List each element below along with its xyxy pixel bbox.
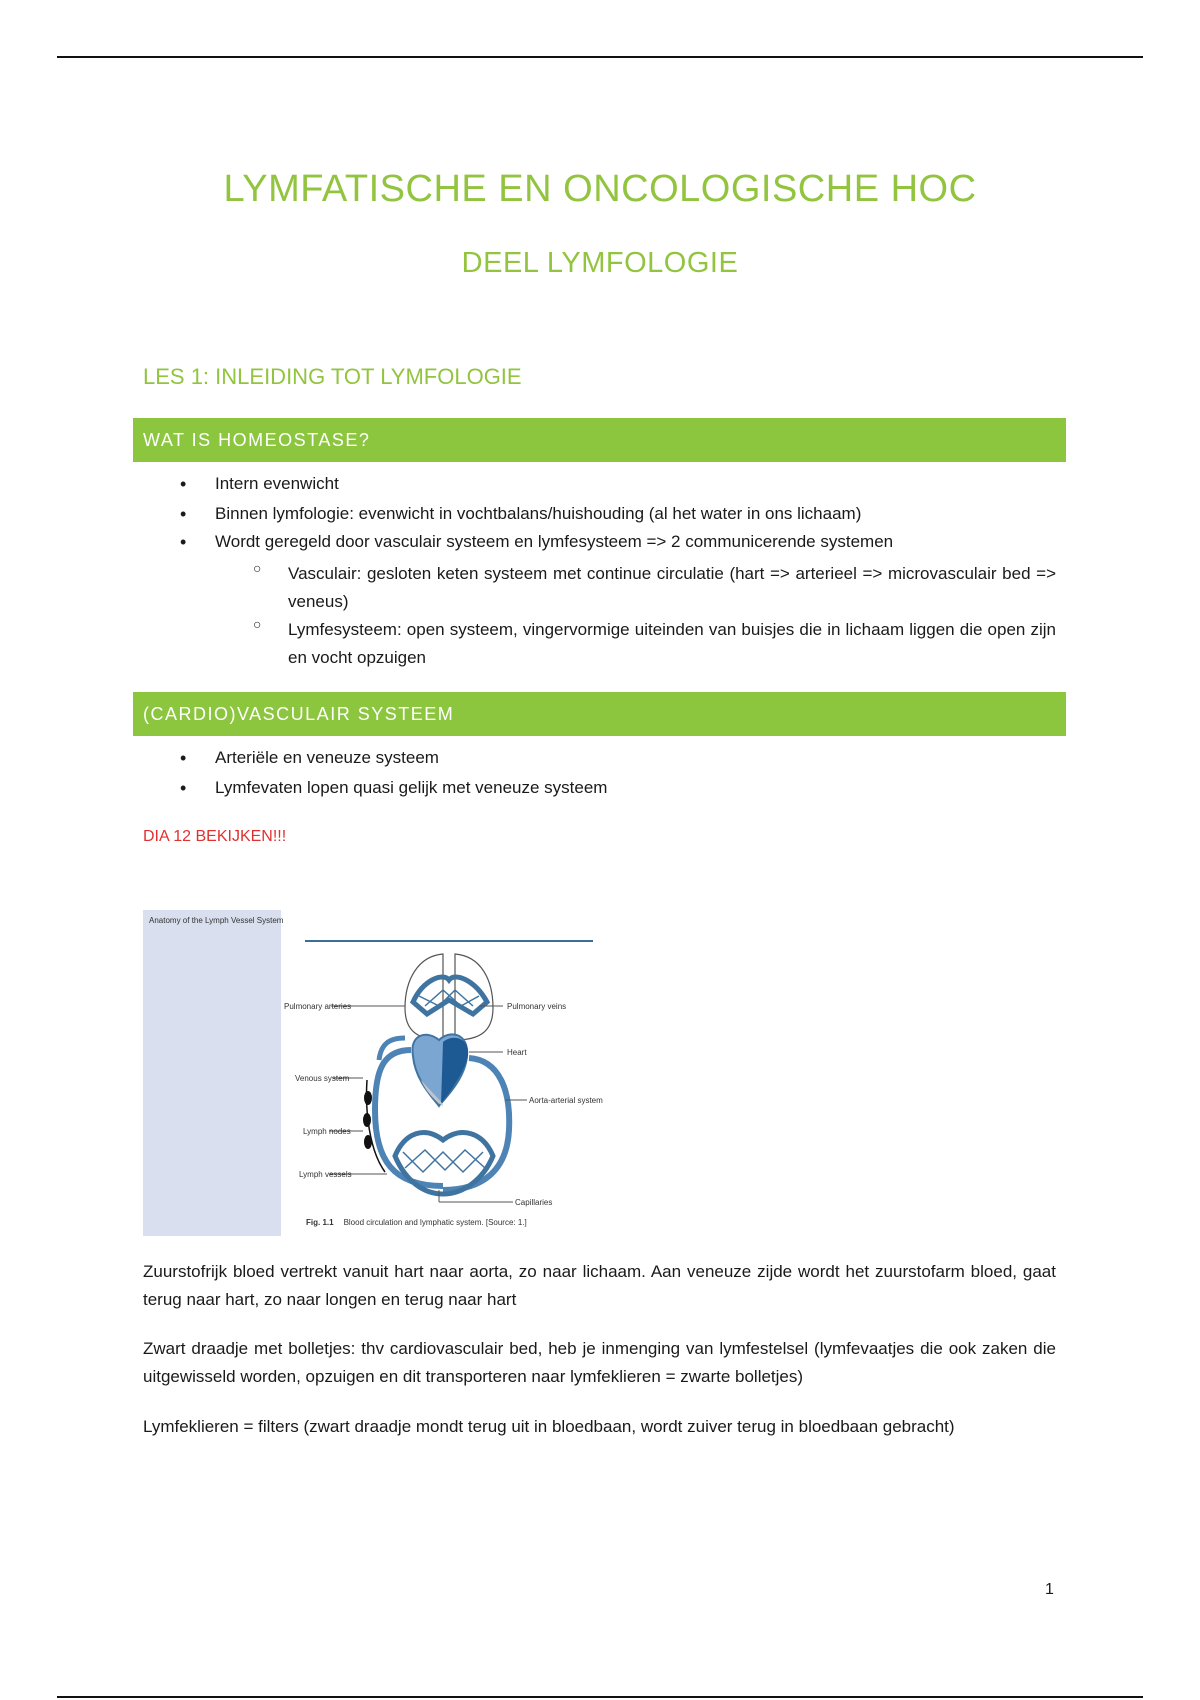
circle-bullet-icon: ○: [253, 616, 262, 632]
document-title: LYMFATISCHE EN ONCOLOGISCHE HOC: [223, 168, 977, 210]
label-lymph-nodes: Lymph nodes: [303, 1127, 351, 1136]
bullet-text: Binnen lymfologie: evenwicht in vochtbalans/huishouding (al het water in ons lichaam): [215, 504, 862, 523]
label-aorta-arterial-system: Aorta-arterial system: [529, 1096, 603, 1105]
label-capillaries: Capillaries: [515, 1198, 553, 1207]
bullet-icon: •: [180, 532, 187, 552]
document-subtitle: DEEL LYMFOLOGIE: [461, 247, 739, 279]
paragraph-lymph-thread: Zwart draadje met bolletjes: thv cardiovasculair bed, heb je inmenging van lymfestelsel (lymfevaatjes die ook zaken die uitgewisseld worden, opzuigen en dit transporteren naar lymfeklieren = zwarte bolletjes): [143, 1339, 1056, 1386]
sub-bullet-text: Vasculair: gesloten keten systeem met continue circulatie (hart => arterieel => microvasculair bed => veneus): [288, 564, 1056, 611]
section-heading-homeostase: WAT IS HOMEOSTASE?: [133, 418, 1066, 462]
page-number: 1: [1045, 1581, 1054, 1598]
label-pulmonary-arteries: Pulmonary arteries: [284, 1002, 352, 1011]
bottom-rule: [57, 1696, 1143, 1698]
bullet-icon: •: [180, 748, 187, 768]
figure-caption: [306, 1218, 527, 1227]
circulation-diagram: [143, 910, 593, 1236]
sub-bullet-text: Lymfesysteem: open systeem, vingervormige uiteinden van buisjes die in lichaam liggen die open zijn en vocht opzuigen: [288, 620, 1056, 667]
top-rule: [57, 56, 1143, 58]
section-heading-cardiovasculair: (CARDIO)VASCULAIR SYSTEEM: [133, 692, 1066, 736]
bullet-text: Lymfevaten lopen quasi gelijk met veneuze systeem: [215, 778, 608, 797]
paragraph-lymph-nodes: Lymfeklieren = filters (zwart draadje mondt terug uit in bloedbaan, wordt zuiver terug in bloedbaan gebracht): [143, 1417, 955, 1436]
circle-bullet-icon: ○: [253, 560, 262, 576]
label-venous-system: Venous system: [295, 1074, 350, 1083]
bullet-text: Wordt geregeld door vasculair systeem en lymfesysteem => 2 communicerende systemen: [215, 532, 894, 551]
bullet-text: Intern evenwicht: [215, 474, 339, 493]
label-lymph-vessels: Lymph vessels: [299, 1170, 352, 1179]
bullet-icon: •: [180, 778, 187, 798]
label-heart: Heart: [507, 1048, 527, 1057]
figure-caption-number: Fig. 1.1: [306, 1218, 334, 1227]
alert-text: DIA 12 BEKIJKEN!!!: [143, 828, 287, 845]
lesson-heading: LES 1: INLEIDING TOT LYMFOLOGIE: [143, 364, 522, 389]
bullet-icon: •: [180, 504, 187, 524]
figure-header: Anatomy of the Lymph Vessel System: [149, 916, 284, 925]
bullet-text: Arteriële en veneuze systeem: [215, 748, 439, 767]
bullet-icon: •: [180, 474, 187, 494]
circulation-figure: [143, 910, 603, 1236]
label-pulmonary-veins: Pulmonary veins: [507, 1002, 567, 1011]
figure-caption-text: Blood circulation and lymphatic system. [Source: 1.]: [343, 1218, 527, 1227]
paragraph-circulation: Zuurstofrijk bloed vertrekt vanuit hart naar aorta, zo naar lichaam. Aan veneuze zijde wordt het zuurstofarm bloed, gaat terug naar hart, zo naar longen en terug naar hart: [143, 1262, 1056, 1309]
